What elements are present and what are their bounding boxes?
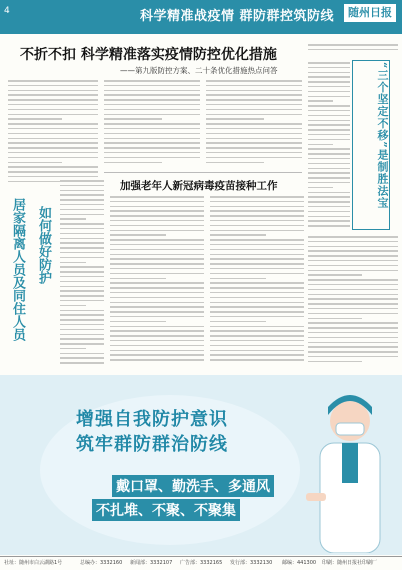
text-line: [104, 114, 200, 116]
text-line: [210, 254, 304, 256]
article2-headline: 加强老年人新冠病毒疫苗接种工作: [120, 180, 278, 192]
text-line: [110, 210, 204, 212]
text-line: [60, 329, 104, 331]
text-line: [210, 306, 304, 308]
text-line: [60, 180, 104, 182]
text-line: [104, 109, 200, 111]
text-line: [60, 343, 104, 345]
text-line: [104, 147, 200, 149]
text-line: [308, 322, 398, 324]
prevention-poster: [0, 375, 402, 555]
text-line: [308, 308, 398, 310]
footer-item: 社址：随州市白云湖路1号: [4, 560, 63, 566]
text-line: [206, 104, 302, 106]
text-line: [110, 234, 166, 236]
text-line: [308, 163, 350, 165]
text-line: [110, 282, 204, 284]
text-line: [104, 162, 162, 164]
text-line: [308, 279, 398, 281]
page-number: 4: [4, 6, 10, 16]
text-line: [206, 147, 302, 149]
text-line: [8, 142, 98, 144]
text-line: [308, 220, 350, 222]
text-line: [210, 297, 304, 299]
text-line: [308, 294, 398, 296]
text-line: [104, 157, 200, 159]
text-line: [60, 295, 104, 297]
text-line: [308, 206, 350, 208]
text-line: [60, 276, 104, 278]
text-line: [308, 168, 350, 170]
text-line: [206, 80, 302, 82]
text-line: [60, 257, 104, 259]
sidebar-intro: [308, 44, 398, 58]
text-line: [8, 99, 98, 101]
text-line: [8, 171, 98, 173]
text-line: [8, 147, 98, 149]
text-line: [110, 326, 204, 328]
text-line: [110, 302, 204, 304]
text-line: [104, 99, 200, 101]
text-line: [210, 340, 304, 342]
text-line: [210, 321, 266, 323]
text-line: [60, 209, 104, 211]
footer-item: 广告部：3332165: [180, 560, 223, 566]
text-line: [8, 162, 62, 164]
poster-line-1: 增强自我防护意识: [76, 409, 228, 430]
text-line: [60, 238, 104, 240]
text-line: [60, 314, 104, 316]
text-line: [206, 138, 302, 140]
text-line: [60, 357, 104, 359]
text-line: [308, 153, 350, 155]
text-line: [308, 332, 398, 334]
text-line: [110, 287, 204, 289]
text-line: [308, 351, 398, 353]
text-line: [210, 316, 304, 318]
text-line: [308, 72, 350, 74]
text-line: [8, 138, 98, 140]
text-line: [110, 244, 204, 246]
text-line: [210, 239, 304, 241]
text-line: [308, 342, 398, 344]
text-line: [308, 44, 398, 46]
feature-column: [60, 180, 104, 370]
text-line: [308, 129, 350, 131]
text-line: [308, 62, 350, 64]
text-line: [60, 271, 104, 273]
text-line: [308, 67, 350, 69]
text-line: [308, 177, 350, 179]
text-line: [206, 142, 302, 144]
text-line: [110, 230, 204, 232]
text-line: [60, 190, 104, 192]
text-line: [60, 348, 86, 350]
sidebar-column-left: [308, 62, 350, 232]
text-line: [308, 76, 350, 78]
text-line: [8, 85, 98, 87]
text-line: [60, 281, 104, 283]
text-line: [104, 123, 200, 125]
sidebar-title: “三个坚定不移”是制胜法宝: [376, 62, 389, 209]
text-line: [8, 114, 98, 116]
text-line: [60, 242, 104, 244]
newspaper-logo: 随州日报: [344, 4, 396, 22]
text-line: [308, 196, 350, 198]
page-footer: [0, 556, 402, 570]
text-line: [110, 225, 204, 227]
footer-item: 总编办：3332160: [80, 560, 123, 566]
text-line: [60, 218, 86, 220]
text-line: [308, 241, 398, 243]
text-line: [110, 292, 204, 294]
text-line: [60, 214, 104, 216]
text-line: [206, 118, 264, 120]
text-line: [308, 255, 398, 257]
text-line: [210, 201, 304, 203]
text-line: [104, 85, 200, 87]
text-line: [110, 316, 204, 318]
text-line: [308, 120, 350, 122]
article2-column-1: [110, 196, 204, 368]
text-line: [110, 311, 204, 313]
text-line: [110, 350, 204, 352]
sidebar-column-bottom: [308, 236, 398, 370]
text-line: [8, 109, 98, 111]
text-line: [210, 278, 266, 280]
text-line: [210, 268, 304, 270]
text-line: [110, 273, 204, 275]
text-line: [60, 233, 104, 235]
text-line: [110, 278, 166, 280]
text-line: [60, 286, 104, 288]
text-line: [60, 338, 104, 340]
text-line: [8, 80, 98, 82]
text-line: [110, 220, 204, 222]
text-line: [210, 210, 304, 212]
footer-item: 印刷：随州日报社印刷厂: [322, 560, 378, 566]
text-line: [210, 311, 304, 313]
text-line: [60, 290, 104, 292]
text-line: [210, 234, 266, 236]
text-line: [308, 182, 350, 184]
text-line: [308, 91, 350, 93]
article2-column-2: [210, 196, 304, 368]
text-line: [110, 258, 204, 260]
text-line: [308, 211, 350, 213]
text-line: [308, 246, 398, 248]
text-line: [308, 192, 350, 194]
text-line: [210, 350, 304, 352]
text-line: [60, 310, 104, 312]
text-line: [206, 162, 264, 164]
text-line: [60, 199, 104, 201]
footer-item: 发行部：3332130: [230, 560, 273, 566]
text-line: [210, 292, 304, 294]
text-line: [210, 230, 304, 232]
doctor-illustration: [302, 383, 394, 553]
footer-item: 新闻部：3332107: [130, 560, 173, 566]
text-line: [104, 152, 200, 154]
text-line: [206, 152, 302, 154]
text-line: [110, 254, 204, 256]
text-line: [308, 356, 398, 358]
text-line: [308, 115, 350, 117]
text-line: [308, 225, 350, 227]
text-line: [210, 258, 304, 260]
text-line: [104, 118, 162, 120]
text-line: [206, 90, 302, 92]
text-line: [110, 206, 204, 208]
text-line: [206, 85, 302, 87]
text-line: [308, 105, 350, 107]
text-line: [308, 158, 350, 160]
section-banner: 科学精准战疫情 群防群控筑防线: [140, 9, 335, 24]
text-line: [210, 330, 304, 332]
text-line: [308, 318, 362, 320]
text-line: [210, 263, 304, 265]
text-line: [308, 100, 333, 102]
text-line: [308, 96, 350, 98]
text-line: [210, 335, 304, 337]
text-line: [308, 81, 350, 83]
text-line: [308, 270, 398, 272]
text-line: [104, 104, 200, 106]
text-line: [60, 204, 104, 206]
text-line: [110, 340, 204, 342]
text-line: [210, 225, 304, 227]
text-line: [308, 148, 350, 150]
text-line: [104, 138, 200, 140]
text-line: [60, 223, 104, 225]
text-line: [206, 123, 302, 125]
text-line: [206, 99, 302, 101]
text-line: [308, 346, 398, 348]
text-line: [308, 110, 350, 112]
text-line: [308, 289, 398, 291]
poster-line-3: 戴口罩、勤洗手、多通风: [112, 475, 274, 497]
text-line: [206, 114, 302, 116]
main-headline: 不折不扣 科学精准落实疫情防控优化措施: [20, 47, 277, 63]
text-line: [110, 306, 204, 308]
text-line: [206, 128, 302, 130]
text-line: [210, 215, 304, 217]
article1-column-1: [8, 80, 98, 190]
main-subhead: ——第九版防控方案、二十条优化措施热点问答: [120, 66, 278, 75]
text-line: [206, 109, 302, 111]
text-line: [60, 319, 104, 321]
text-line: [60, 252, 104, 254]
text-line: [8, 133, 98, 135]
text-line: [104, 94, 200, 96]
text-line: [210, 206, 304, 208]
text-line: [308, 274, 362, 276]
text-line: [60, 262, 86, 264]
text-line: [104, 128, 200, 130]
text-line: [308, 298, 398, 300]
text-line: [210, 249, 304, 251]
text-line: [110, 345, 204, 347]
text-line: [308, 284, 398, 286]
text-line: [210, 287, 304, 289]
text-line: [110, 201, 204, 203]
text-line: [308, 172, 350, 174]
text-line: [308, 361, 362, 363]
text-line: [210, 359, 304, 361]
text-line: [60, 324, 104, 326]
feature-title-a: 居家隔离人员及同住人员: [10, 198, 25, 341]
text-line: [60, 185, 104, 187]
text-line: [60, 228, 104, 230]
text-line: [104, 80, 200, 82]
text-line: [308, 250, 398, 252]
text-line: [308, 139, 350, 141]
text-line: [8, 152, 98, 154]
poster-line-4: 不扎堆、不聚、不聚集: [92, 499, 240, 521]
text-line: [210, 282, 304, 284]
text-line: [110, 359, 204, 361]
text-line: [104, 90, 200, 92]
text-line: [210, 345, 304, 347]
article1-column-2: [104, 80, 200, 170]
text-line: [60, 247, 104, 249]
text-line: [308, 134, 350, 136]
text-line: [308, 303, 398, 305]
text-line: [60, 194, 104, 196]
text-line: [110, 263, 204, 265]
text-line: [308, 327, 398, 329]
text-line: [308, 265, 398, 267]
text-line: [104, 133, 200, 135]
text-line: [60, 305, 86, 307]
text-line: [110, 268, 204, 270]
text-line: [60, 334, 104, 336]
text-line: [110, 249, 204, 251]
text-line: [8, 166, 98, 168]
text-line: [60, 266, 104, 268]
text-line: [206, 133, 302, 135]
text-line: [308, 49, 398, 51]
text-line: [308, 201, 350, 203]
divider: [104, 172, 302, 173]
poster-line-2: 筑牢群防群治防线: [76, 434, 228, 455]
text-line: [8, 90, 98, 92]
text-line: [210, 196, 304, 198]
text-line: [308, 337, 398, 339]
text-line: [110, 239, 204, 241]
text-line: [8, 94, 98, 96]
text-line: [104, 142, 200, 144]
text-line: [8, 104, 98, 106]
article1-column-3: [206, 80, 302, 170]
text-line: [210, 220, 304, 222]
text-line: [110, 330, 204, 332]
text-line: [110, 321, 166, 323]
text-line: [110, 354, 204, 356]
text-line: [210, 244, 304, 246]
text-line: [308, 86, 350, 88]
text-line: [210, 326, 304, 328]
text-line: [308, 187, 333, 189]
text-line: [210, 273, 304, 275]
text-line: [110, 215, 204, 217]
text-line: [110, 335, 204, 337]
text-line: [206, 157, 302, 159]
text-line: [8, 128, 98, 130]
feature-title-b: 如何做好防护: [36, 206, 51, 284]
text-line: [308, 260, 398, 262]
text-line: [60, 353, 104, 355]
text-line: [308, 124, 350, 126]
text-line: [206, 94, 302, 96]
text-line: [110, 196, 204, 198]
text-line: [8, 157, 98, 159]
footer-item: 邮编：441300: [282, 560, 317, 566]
text-line: [210, 302, 304, 304]
text-line: [308, 216, 350, 218]
text-line: [60, 300, 104, 302]
text-line: [308, 313, 398, 315]
text-line: [60, 362, 104, 364]
text-line: [308, 236, 398, 238]
text-line: [308, 144, 333, 146]
text-line: [210, 354, 304, 356]
text-line: [8, 123, 98, 125]
text-line: [8, 176, 98, 178]
page-header: [0, 0, 402, 34]
text-line: [110, 297, 204, 299]
text-line: [8, 118, 62, 120]
